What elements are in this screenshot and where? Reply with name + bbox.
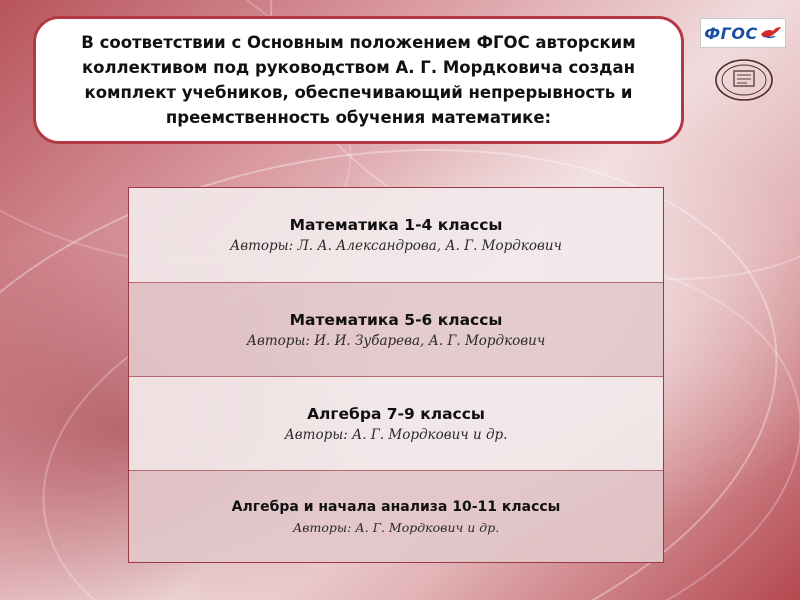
course-authors: Авторы: А. Г. Мордкович и др. <box>292 519 500 535</box>
course-title: Алгебра 7-9 классы <box>307 404 485 423</box>
logo-text: ФГОС <box>704 23 758 43</box>
course-item <box>129 282 663 376</box>
course-list <box>128 187 664 563</box>
header-callout <box>33 16 684 144</box>
course-authors: Авторы: А. Г. Мордкович и др. <box>284 426 508 443</box>
course-item <box>129 376 663 470</box>
course-title: Математика 5-6 классы <box>289 310 503 329</box>
course-item <box>129 470 663 562</box>
fgos-logo <box>700 18 786 48</box>
course-authors: Авторы: Л. А. Александрова, А. Г. Мордкович <box>230 238 562 254</box>
seal-icon <box>713 58 775 102</box>
course-authors: Авторы: И. И. Зубарева, А. Г. Мордкович <box>246 332 546 349</box>
course-title: Математика 1-4 классы <box>289 216 503 234</box>
course-item <box>129 188 663 282</box>
header-text: В соответствии с Основным положением ФГОС авторским коллективом под руководством А. Г. Мордковича создан комплект учебников, обеспечивающий непрерывность и преемственность обучения математике: <box>81 33 636 127</box>
bird-icon <box>760 25 782 41</box>
course-title: Алгебра и начала анализа 10-11 классы <box>231 498 561 515</box>
